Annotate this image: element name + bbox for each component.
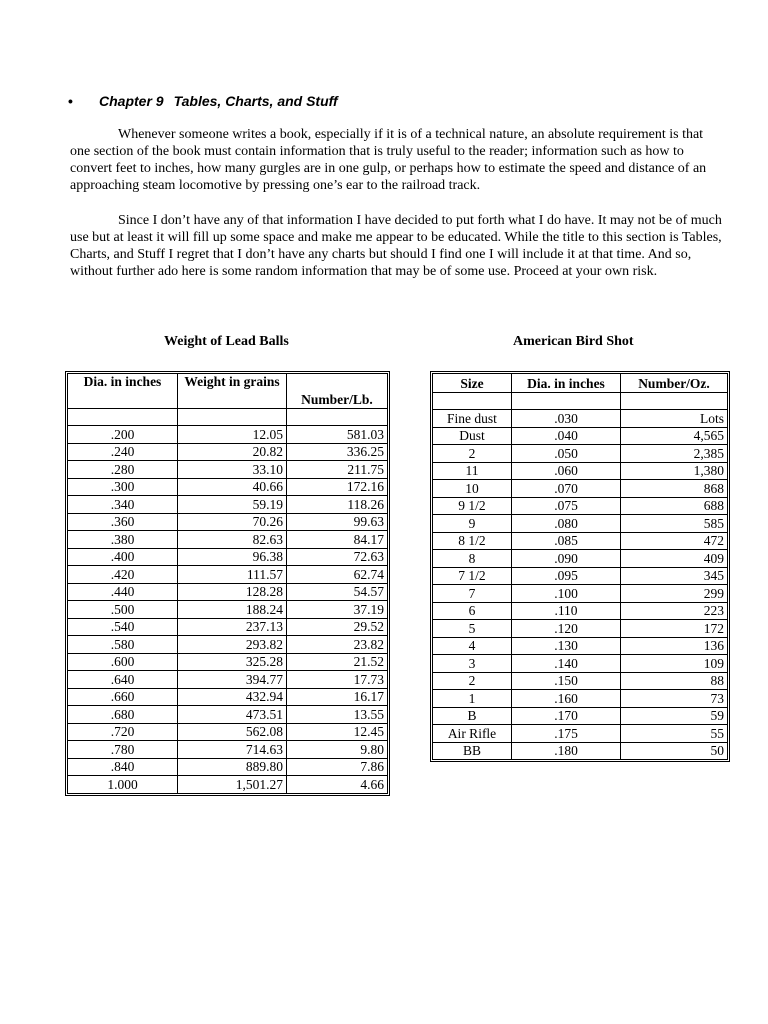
- table-cell: .720: [68, 724, 178, 742]
- table-row: [68, 479, 387, 497]
- table-row: [433, 708, 727, 726]
- table-cell: 172.16: [287, 479, 387, 497]
- table-cell: 29.52: [287, 619, 387, 637]
- column-header: Dia. in inches: [512, 374, 621, 393]
- table-cell: .380: [68, 531, 178, 549]
- table-spacer-row: [433, 393, 727, 410]
- table-row: [68, 724, 387, 742]
- table-cell: 394.77: [178, 671, 287, 689]
- table-cell: Dust: [433, 428, 512, 446]
- table-cell: .600: [68, 654, 178, 672]
- table-row: [433, 638, 727, 656]
- table-cell: 714.63: [178, 741, 287, 759]
- table-cell: 188.24: [178, 601, 287, 619]
- table-cell: 59.19: [178, 496, 287, 514]
- table-cell: 8: [433, 550, 512, 568]
- table-cell: 1,380: [621, 463, 727, 481]
- table-row: [433, 410, 727, 428]
- table-cell: .130: [512, 638, 621, 656]
- table-cell: .500: [68, 601, 178, 619]
- table-cell: 2: [433, 673, 512, 691]
- table-cell: 889.80: [178, 759, 287, 777]
- table-cell: 2,385: [621, 445, 727, 463]
- table-cell: 70.26: [178, 514, 287, 532]
- table-row: [68, 426, 387, 444]
- table-cell: 96.38: [178, 549, 287, 567]
- table-cell: 211.75: [287, 461, 387, 479]
- table-cell: 7 1/2: [433, 568, 512, 586]
- table-cell: 299: [621, 585, 727, 603]
- table-cell: 37.19: [287, 601, 387, 619]
- table-cell: .140: [512, 655, 621, 673]
- table-cell: 17.73: [287, 671, 387, 689]
- table-row: [68, 741, 387, 759]
- table-cell: 1: [433, 690, 512, 708]
- table-cell: 9: [433, 515, 512, 533]
- table-cell: 473.51: [178, 706, 287, 724]
- table-cell: 1.000: [68, 776, 178, 793]
- table-cell: .640: [68, 671, 178, 689]
- table-cell: 55: [621, 725, 727, 743]
- table-cell: 33.10: [178, 461, 287, 479]
- table-cell: 12.45: [287, 724, 387, 742]
- table-row: [433, 568, 727, 586]
- table-row: [433, 463, 727, 481]
- table-cell: 50: [710, 743, 724, 759]
- table-row: [68, 689, 387, 707]
- table-row: [433, 603, 727, 621]
- table-header-row: [68, 374, 387, 409]
- shot-table-caption: American Bird Shot: [513, 334, 634, 349]
- table-cell: 62.74: [287, 566, 387, 584]
- table-cell: .150: [512, 673, 621, 691]
- table-row: [68, 566, 387, 584]
- column-header: Dia. in inches: [68, 374, 178, 409]
- table-cell: 585: [621, 515, 727, 533]
- table-cell: .200: [68, 426, 178, 444]
- table-cell: .175: [512, 725, 621, 743]
- table-cell: 7.86: [287, 759, 387, 777]
- table-cell: Lots: [621, 410, 727, 428]
- table-row: [433, 725, 727, 743]
- table-row: [433, 498, 727, 516]
- table-cell: .110: [512, 603, 621, 621]
- table-cell: 109: [621, 655, 727, 673]
- table-row: [433, 673, 727, 691]
- table-row: [68, 444, 387, 462]
- intro-paragraph: Whenever someone writes a book, especially if it is of a technical nature, an absolute requirement is that one section of the book must contain information that is truly useful to the reader; information such as how to convert feet to inches, how many gurgles are in one gulp, or perhaps how to estimate the speed and distance of an approaching steam locomotive by pressing one’s ear to the railroad track.: [70, 127, 707, 193]
- table-spacer-row: [68, 409, 387, 426]
- table-cell: .340: [68, 496, 178, 514]
- table-row: [68, 514, 387, 532]
- table-row: [433, 655, 727, 673]
- bird-shot-table: [430, 371, 730, 762]
- table-cell: 1,501.27: [178, 776, 287, 793]
- table-row: [433, 533, 727, 551]
- table-cell: .240: [68, 444, 178, 462]
- table-cell: 88: [621, 673, 727, 691]
- table-cell: .540: [68, 619, 178, 637]
- bullet-icon: •: [68, 93, 73, 109]
- table-cell: 20.82: [178, 444, 287, 462]
- table-row: [68, 531, 387, 549]
- lead-balls-table: [65, 371, 390, 796]
- table-cell: 16.17: [287, 689, 387, 707]
- table-cell: 9 1/2: [433, 498, 512, 516]
- table-cell: 59: [621, 708, 727, 726]
- table-cell: 237.13: [178, 619, 287, 637]
- table-cell: .160: [512, 690, 621, 708]
- table-cell: 3: [433, 655, 512, 673]
- table-cell: 688: [621, 498, 727, 516]
- table-cell: 21.52: [287, 654, 387, 672]
- table-cell: 136: [621, 638, 727, 656]
- table-row: [433, 743, 727, 760]
- table-cell: .080: [512, 515, 621, 533]
- table-cell: .680: [68, 706, 178, 724]
- table-cell: 11: [433, 463, 512, 481]
- table-cell: 581.03: [287, 426, 387, 444]
- table-cell: 54.57: [287, 584, 387, 602]
- table-cell: 172: [621, 620, 727, 638]
- chapter-heading: [68, 92, 338, 110]
- table-cell: .120: [512, 620, 621, 638]
- table-cell: 8 1/2: [433, 533, 512, 551]
- table-cell: .085: [512, 533, 621, 551]
- table-cell: .840: [68, 759, 178, 777]
- table-cell: 118.26: [287, 496, 387, 514]
- table-cell: 4: [433, 638, 512, 656]
- table-row: [68, 654, 387, 672]
- table-cell: 5: [433, 620, 512, 638]
- table-cell: .400: [68, 549, 178, 567]
- table-cell: 472: [621, 533, 727, 551]
- table-row: [433, 690, 727, 708]
- table-cell: B: [433, 708, 512, 726]
- column-header: Weight in grains: [178, 374, 287, 409]
- table-row: [433, 515, 727, 533]
- table-cell: .180: [512, 743, 621, 760]
- table-cell: 293.82: [178, 636, 287, 654]
- table-cell: 84.17: [287, 531, 387, 549]
- table-row: [68, 496, 387, 514]
- table-row: [433, 480, 727, 498]
- table-cell: 562.08: [178, 724, 287, 742]
- table-cell: .075: [512, 498, 621, 516]
- table-cell: 345: [621, 568, 727, 586]
- table-row: [68, 759, 387, 777]
- table-row: [68, 706, 387, 724]
- table-row: [433, 428, 727, 446]
- table-cell: 4.66: [360, 776, 384, 792]
- table-cell: 111.57: [178, 566, 287, 584]
- table-row: [68, 549, 387, 567]
- table-cell: .070: [512, 480, 621, 498]
- table-cell: 82.63: [178, 531, 287, 549]
- table-row: [433, 620, 727, 638]
- table-cell: 2: [433, 445, 512, 463]
- table-cell: 9.80: [287, 741, 387, 759]
- table-cell: .440: [68, 584, 178, 602]
- table-cell: .580: [68, 636, 178, 654]
- table-cell: .360: [68, 514, 178, 532]
- table-cell: 223: [621, 603, 727, 621]
- table-row: [68, 671, 387, 689]
- table-row: [68, 636, 387, 654]
- chapter-title: Tables, Charts, and Stuff: [173, 93, 338, 109]
- chapter-number: Chapter 9: [99, 93, 164, 109]
- table-cell: 409: [621, 550, 727, 568]
- table-cell: Fine dust: [433, 410, 512, 428]
- table-cell: 4,565: [621, 428, 727, 446]
- table-cell: 12.05: [178, 426, 287, 444]
- column-header: Number/Oz.: [621, 374, 727, 393]
- table-cell: .300: [68, 479, 178, 497]
- table-row: [68, 619, 387, 637]
- lead-table-caption: Weight of Lead Balls: [164, 334, 289, 349]
- table-cell: .420: [68, 566, 178, 584]
- table-cell: 13.55: [287, 706, 387, 724]
- table-cell: .040: [512, 428, 621, 446]
- second-paragraph: Since I don’t have any of that information I have decided to put forth what I do have. It may not be of much use but at least it will fill up some space and make me appear to be educated. While the title to this section is Tables, Charts, and Stuff I regret that I don’t have any charts but should I find one I will include it at that time. And so, without further ado here is some random information that may be of some use. Proceed at your own risk.: [70, 213, 722, 279]
- table-cell: 325.28: [178, 654, 287, 672]
- table-cell: 40.66: [178, 479, 287, 497]
- table-row: [68, 461, 387, 479]
- table-cell: 128.28: [178, 584, 287, 602]
- table-header-row: [433, 374, 727, 393]
- table-cell: 72.63: [287, 549, 387, 567]
- table-cell: 99.63: [287, 514, 387, 532]
- column-header: Size: [433, 374, 512, 393]
- table-cell: 23.82: [287, 636, 387, 654]
- table-cell: .050: [512, 445, 621, 463]
- table-cell: Air Rifle: [433, 725, 512, 743]
- table-cell: 6: [433, 603, 512, 621]
- table-cell: .095: [512, 568, 621, 586]
- table-row: [433, 550, 727, 568]
- table-cell: 868: [621, 480, 727, 498]
- table-cell: 7: [433, 585, 512, 603]
- table-cell: 336.25: [287, 444, 387, 462]
- table-cell: .170: [512, 708, 621, 726]
- table-cell: 432.94: [178, 689, 287, 707]
- table-cell: .780: [68, 741, 178, 759]
- table-cell: 10: [433, 480, 512, 498]
- table-row: [68, 584, 387, 602]
- table-cell: .060: [512, 463, 621, 481]
- table-row: [68, 601, 387, 619]
- table-cell: .280: [68, 461, 178, 479]
- table-row: [68, 776, 387, 793]
- table-cell: .100: [512, 585, 621, 603]
- table-cell: .030: [512, 410, 621, 428]
- table-cell: .090: [512, 550, 621, 568]
- column-header: Number/Lb.: [287, 374, 387, 409]
- table-row: [433, 445, 727, 463]
- table-cell: 73: [621, 690, 727, 708]
- table-row: [433, 585, 727, 603]
- table-cell: BB: [433, 743, 512, 760]
- table-cell: .660: [68, 689, 178, 707]
